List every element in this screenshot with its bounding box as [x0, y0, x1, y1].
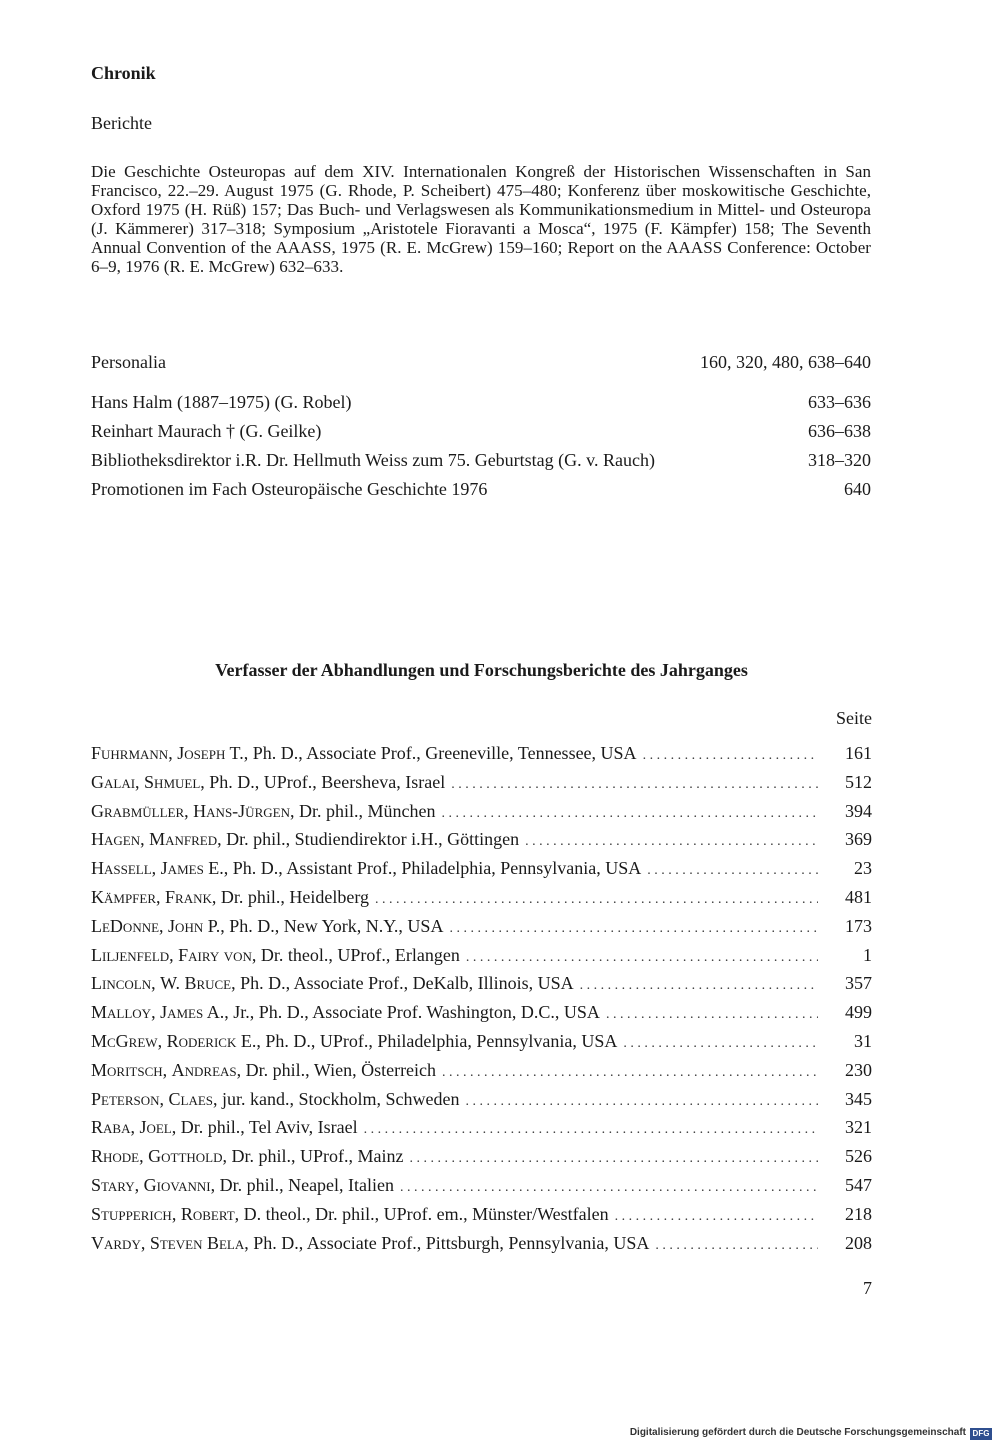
author-given-name: Gotthold [148, 1146, 223, 1167]
author-given-name: Manfred [149, 829, 218, 850]
dot-leader [580, 974, 818, 998]
author-entry [91, 1087, 872, 1116]
separator: , [222, 1146, 232, 1167]
author-page-number: 481 [845, 886, 872, 907]
author-details: Ph. D., UProf., Beersheva, Israel [209, 771, 446, 792]
personalia-item-text: Hans Halm (1887–1975) (G. Robel) [91, 392, 352, 412]
author-surname: Hagen [91, 829, 141, 850]
author-details: Dr. theol., UProf., Erlangen [260, 944, 460, 965]
personalia-item-text: Reinhart Maurach † (G. Geilke) [91, 421, 322, 441]
section-title: Chronik [91, 63, 156, 83]
author-text [91, 1029, 617, 1053]
separator: , [251, 944, 261, 965]
personalia-item-text: Promotionen im Fach Osteuropäische Geschichte 1976 [91, 479, 488, 499]
separator: , [200, 771, 210, 792]
separator: , [159, 1088, 169, 1109]
separator: , [151, 1002, 161, 1023]
separator: , [139, 1146, 149, 1167]
author-entry [91, 943, 872, 972]
separator: , [140, 829, 150, 850]
author-page-number: 161 [845, 743, 872, 763]
dot-leader [400, 1176, 818, 1200]
dot-leader [655, 1234, 818, 1258]
list-item [91, 419, 871, 448]
separator: , [231, 973, 241, 994]
list-item [91, 448, 871, 477]
author-surname: Raba [91, 1117, 131, 1138]
author-surname: Peterson [91, 1088, 160, 1109]
dot-leader [441, 802, 818, 826]
separator: , [169, 944, 179, 965]
separator: , [156, 886, 166, 907]
author-text [91, 943, 460, 967]
separator: , [135, 771, 145, 792]
author-page-number: 357 [845, 973, 872, 994]
personalia-item-pages: 640 [844, 479, 871, 499]
dot-leader [615, 1205, 818, 1229]
author-details: Ph. D., UProf., Philadelphia, Pennsylvania, USA [265, 1030, 618, 1051]
separator: , [223, 858, 233, 879]
personalia-list [91, 390, 871, 506]
dot-leader [525, 830, 818, 854]
author-details: Dr. phil., München [298, 800, 436, 821]
author-details: jur. kand., Stockholm, Schweden [222, 1088, 460, 1109]
author-entry [91, 1000, 872, 1029]
author-details: Dr. phil., Neapel, Italien [219, 1174, 395, 1195]
author-entry [91, 885, 872, 914]
dot-leader [606, 1003, 818, 1027]
separator: , [171, 1117, 181, 1138]
author-entry [91, 1231, 872, 1260]
separator: , [210, 1174, 220, 1195]
author-entry [91, 1173, 872, 1202]
author-text [91, 914, 443, 938]
author-details: Ph. D., New York, N.Y., USA [229, 915, 444, 936]
author-entry [91, 1058, 872, 1087]
separator: , [243, 743, 253, 763]
author-details: Dr. phil., UProf., Mainz [231, 1146, 404, 1167]
authors-heading: Verfasser der Abhandlungen und Forschungsberichte des Jahrganges [215, 660, 748, 680]
author-entry [91, 971, 872, 1000]
authors-list [91, 741, 872, 1259]
separator: , [213, 1088, 223, 1109]
list-item [91, 477, 871, 506]
author-text [91, 1058, 436, 1082]
dfg-logo: DFG [970, 1428, 992, 1440]
dot-leader [643, 744, 818, 768]
subheading-berichte: Berichte [91, 113, 152, 133]
personalia-pages: 160, 320, 480, 638–640 [700, 352, 871, 372]
page-number: 7 [863, 1278, 872, 1298]
author-page-number: 345 [845, 1088, 872, 1109]
separator: , [171, 1203, 181, 1224]
separator: , [151, 973, 161, 994]
dot-leader [466, 1090, 818, 1114]
author-entry [91, 914, 872, 943]
author-given-name: Steven Bela [149, 1232, 245, 1253]
author-given-name: Joseph T. [177, 743, 244, 763]
dot-leader [442, 1061, 818, 1085]
author-details: Ph. D., Associate Prof., DeKalb, Illinois, USA [240, 973, 574, 994]
author-surname: Fuhrmann [91, 743, 169, 763]
author-text [91, 1087, 460, 1111]
dot-leader [466, 946, 818, 970]
separator: , [234, 1203, 244, 1224]
page-column-label: Seite [836, 708, 872, 728]
author-surname: Galai [91, 771, 136, 792]
author-given-name: Fairy von [178, 944, 252, 965]
dot-leader [451, 773, 818, 797]
author-details: Ph. D., Assistant Prof., Philadelphia, Pennsylvania, USA [232, 858, 642, 879]
separator: , [236, 1059, 246, 1080]
separator: , [244, 1232, 254, 1253]
author-entry [91, 827, 872, 856]
separator: , [134, 1174, 144, 1195]
author-page-number: 230 [845, 1059, 872, 1080]
author-surname: Liljenfeld [91, 944, 170, 965]
dot-leader [364, 1118, 818, 1142]
author-text [91, 827, 519, 851]
author-page-number: 23 [854, 858, 872, 879]
author-text [91, 971, 574, 995]
author-given-name: Andreas [171, 1059, 237, 1080]
separator: , [184, 800, 194, 821]
author-details: D. theol., Dr. phil., UProf. em., Münster/Westfalen [243, 1203, 609, 1224]
separator: , [140, 1232, 150, 1253]
dot-leader [375, 888, 818, 912]
author-entry [91, 770, 872, 799]
author-given-name: James E. [160, 858, 224, 879]
author-given-name: Joel [139, 1117, 172, 1138]
author-surname: Moritsch [91, 1059, 163, 1080]
author-text [91, 741, 637, 765]
personalia-item-pages: 633–636 [808, 392, 871, 412]
author-given-name: Robert [180, 1203, 235, 1224]
author-text [91, 856, 641, 880]
dot-leader [647, 859, 818, 883]
personalia-item-text: Bibliotheksdirektor i.R. Dr. Hellmuth Weiss zum 75. Geburtstag (G. v. Rauch) [91, 450, 655, 470]
separator: , [220, 915, 230, 936]
author-given-name: James A. [160, 1002, 225, 1023]
author-surname: Stupperich [91, 1203, 172, 1224]
author-page-number: 369 [845, 829, 872, 850]
author-entry [91, 1029, 872, 1058]
author-surname: Hassell [91, 858, 152, 879]
separator: , [151, 858, 161, 879]
author-page-number: 512 [845, 771, 872, 792]
author-details: Jr., Ph. D., Associate Prof. Washington, D.C., USA [233, 1002, 600, 1023]
author-details: Dr. phil., Heidelberg [220, 886, 370, 907]
author-surname: Vardy [91, 1232, 141, 1253]
author-page-number: 526 [845, 1146, 872, 1167]
author-entry [91, 1115, 872, 1144]
author-text [91, 1231, 649, 1255]
author-page-number: 218 [845, 1203, 872, 1224]
author-given-name: Claes [168, 1088, 214, 1109]
author-text [91, 1173, 394, 1197]
author-details: Dr. phil., Tel Aviv, Israel [180, 1117, 358, 1138]
document-page [91, 0, 872, 1444]
author-surname: Malloy [91, 1002, 152, 1023]
personalia-label: Personalia [91, 352, 166, 372]
author-surname: Kämpfer [91, 886, 157, 907]
author-page-number: 173 [845, 915, 872, 936]
author-surname: McGrew [91, 1030, 158, 1051]
author-page-number: 31 [854, 1030, 872, 1051]
separator: , [289, 800, 299, 821]
author-given-name: Giovanni [143, 1174, 211, 1195]
author-text [91, 799, 435, 823]
author-page-number: 208 [845, 1232, 872, 1253]
author-page-number: 321 [845, 1117, 872, 1138]
author-surname: LeDonne [91, 915, 160, 936]
separator: , [168, 743, 178, 763]
author-surname: Grabmüller [91, 800, 185, 821]
author-surname: Stary [91, 1174, 135, 1195]
dot-leader [449, 917, 818, 941]
author-details: Ph. D., Associate Prof., Greeneville, Tennessee, USA [252, 743, 637, 763]
author-entry [91, 799, 872, 828]
author-text [91, 1202, 609, 1226]
dot-leader [409, 1147, 818, 1171]
author-given-name: John P. [168, 915, 221, 936]
personalia-item-pages: 636–638 [808, 421, 871, 441]
list-item [91, 390, 871, 419]
author-text [91, 1000, 600, 1024]
separator: , [256, 1030, 266, 1051]
author-page-number: 499 [845, 1002, 872, 1023]
author-page-number: 547 [845, 1174, 872, 1195]
author-entry [91, 1144, 872, 1173]
author-page-number: 394 [845, 800, 872, 821]
author-entry [91, 1202, 872, 1231]
author-text [91, 1115, 358, 1139]
separator: , [224, 1002, 234, 1023]
author-surname: Lincoln [91, 973, 152, 994]
author-details: Dr. phil., Wien, Österreich [245, 1059, 437, 1080]
author-surname: Rhode [91, 1146, 140, 1167]
author-given-name: Hans-Jürgen [193, 800, 290, 821]
separator: , [130, 1117, 140, 1138]
author-entry [91, 741, 872, 770]
personalia-header [91, 352, 871, 373]
author-given-name: Shmuel [144, 771, 201, 792]
author-entry [91, 856, 872, 885]
separator: , [211, 886, 221, 907]
digitization-credit: Digitalisierung gefördert durch die Deutsche Forschungsgemeinschaft [629, 1427, 966, 1438]
author-details: Ph. D., Associate Prof., Pittsburgh, Pennsylvania, USA [253, 1232, 650, 1253]
reports-paragraph: Die Geschichte Osteuropas auf dem XIV. Internationalen Kongreß der Historischen Wissenschaften in San Francisco, 22.–29. August 1975 (G. Rhode, P. Scheibert) 475–480; Konferenz über moskowitische Geschichte, Oxford 1975 (H. Rüß) 157; Das Buch- und Verlagswesen als Kommunikationsmedium in Mittel- und Osteuropa (J. Kämmerer) 317–318; Symposium „Aristotele Fioravanti a Mosca“, 1975 (F. Kämpfer) 158; The Seventh Annual Convention of the AAASS, 1975 (R. E. McGrew) 159–160; Report on the AAASS Conference: October 6–9, 1976 (R. E. McGrew) 632–633. [91, 162, 871, 276]
author-given-name: Roderick E. [166, 1030, 257, 1051]
author-text [91, 885, 369, 909]
author-given-name: Frank [165, 886, 212, 907]
separator: , [159, 915, 169, 936]
separator: , [217, 829, 227, 850]
dot-leader [623, 1032, 818, 1056]
author-details: Dr. phil., Studiendirektor i.H., Göttingen [226, 829, 520, 850]
author-given-name: W. Bruce [160, 973, 232, 994]
separator: , [162, 1059, 172, 1080]
author-text [91, 770, 445, 794]
separator: , [157, 1030, 167, 1051]
author-page-number: 1 [863, 944, 872, 965]
author-text [91, 1144, 403, 1168]
personalia-item-pages: 318–320 [808, 450, 871, 470]
